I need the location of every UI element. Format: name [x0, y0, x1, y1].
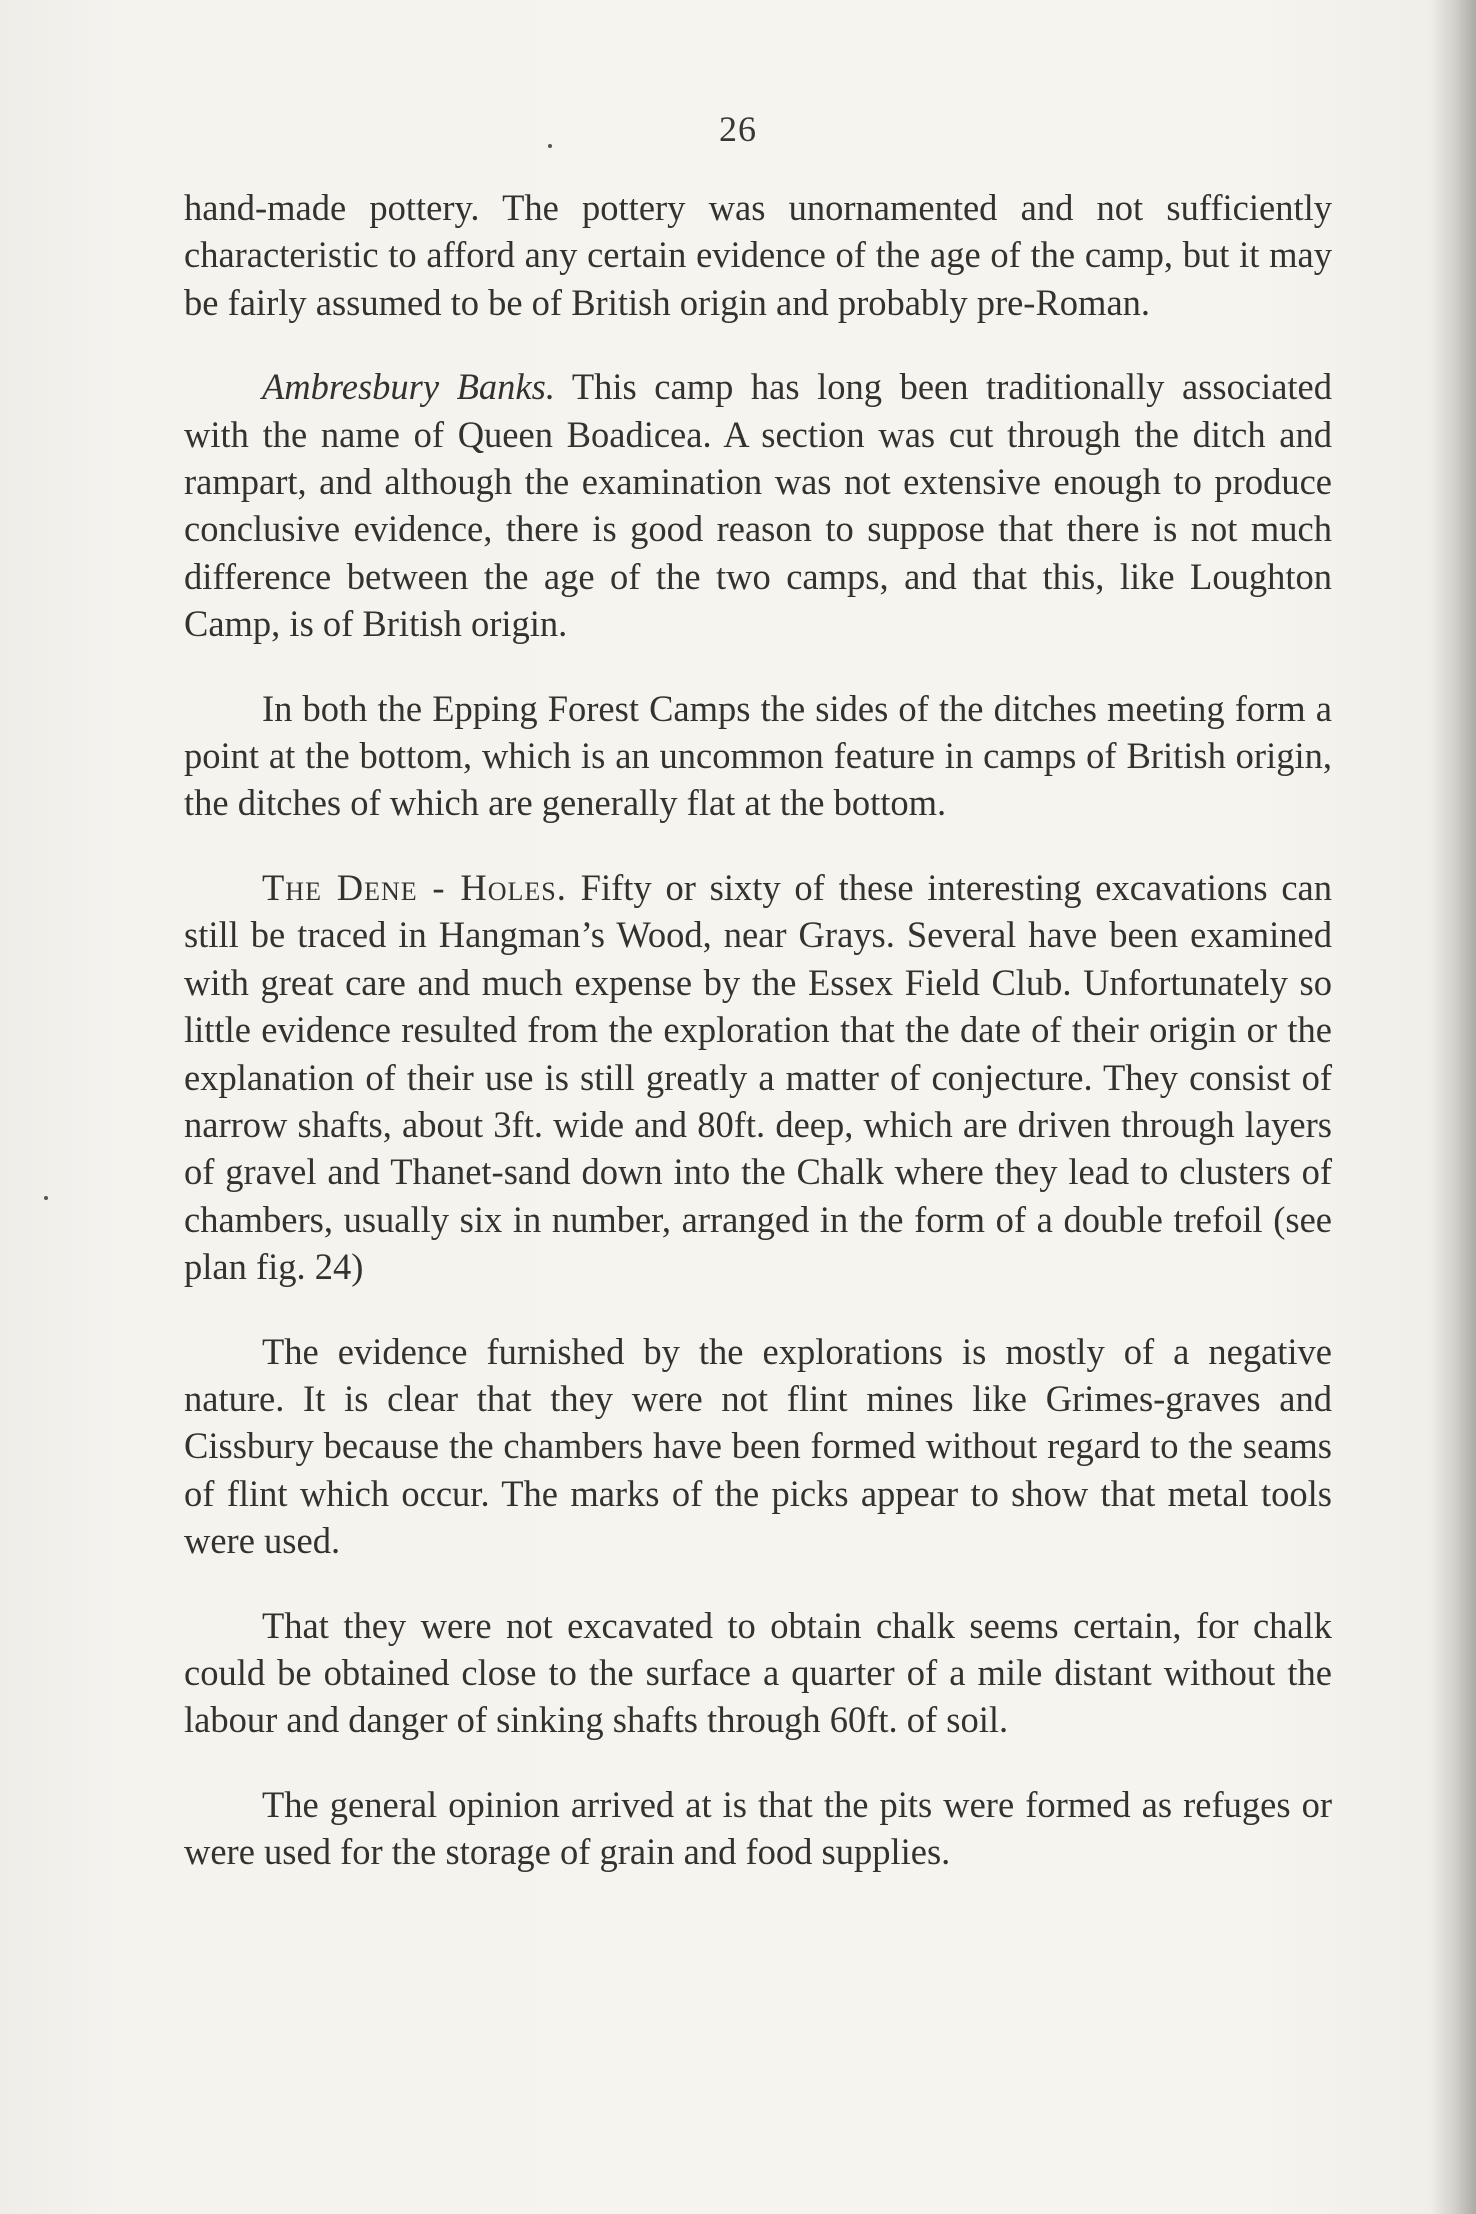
- paragraph-heading: The Dene - Holes.: [262, 866, 567, 908]
- paragraph-text: The general opinion arrived at is that the pits were formed as refuges or were used for the storage of grain and food supplies.: [184, 1783, 1332, 1873]
- paragraph-pottery: [184, 184, 1332, 326]
- paragraph-epping-forest-camps: [184, 685, 1332, 827]
- paragraph-text: The evidence furnished by the explorations is mostly of a negative nature. It is clear that they were not flint mines like Grimes-graves and Cissbury because the chambers have been formed without regard to the seams of flint which occur. The marks of the picks appear to show that metal tools were used.: [184, 1330, 1332, 1562]
- paragraph-chalk: [184, 1602, 1332, 1744]
- stray-mark: [44, 1196, 48, 1200]
- page-gutter-shadow: [1430, 0, 1476, 2214]
- paragraph-text: That they were not excavated to obtain chalk seems certain, for chalk could be obtained close to the surface a quarter of a mile distant without the labour and danger of sinking shafts through 60ft. of soil.: [184, 1604, 1332, 1741]
- paragraph-general-opinion: [184, 1781, 1332, 1876]
- paragraph-ambresbury-banks: [184, 363, 1332, 647]
- paragraph-dene-holes: [184, 864, 1332, 1291]
- page-number: 26: [719, 109, 757, 149]
- paragraph-text: This camp has long been traditionally associated with the name of Queen Boadicea. A section was cut through the ditch and rampart, and although the examination was not extensive enough to produce conclusive evidence, there is good reason to suppose that there is not much difference between the age of the two camps, and that this, like Loughton Camp, is of British origin.: [184, 366, 1332, 645]
- body-text: [184, 184, 1332, 1876]
- paragraph-text: hand-made pottery. The pottery was unornamented and not sufficiently characteristic to afford any certain evidence of the age of the camp, but it may be fairly assumed to be of British origin and probably pre-Roman.: [184, 187, 1332, 323]
- paragraph-heading: Ambresbury Banks.: [262, 366, 555, 408]
- paragraph-text: In both the Epping Forest Camps the sides of the ditches meeting form a point at the bottom, which is an uncommon feature in camps of British origin, the ditches of which are generally flat at the bottom.: [184, 687, 1332, 824]
- paragraph-text: Fifty or sixty of these interesting excavations can still be traced in Hangman’s Wood, near Grays. Several have been examined with great care and much expense by the Essex Field Club. Unfortunately so little evidence resulted from the exploration that the date of their origin or the explanation of their use is still greatly a matter of conjecture. They consist of narrow shafts, about 3ft. wide and 80ft. deep, which are driven through layers of gravel and Thanet-sand down into the Chalk where they lead to clusters of chambers, usually six in number, arranged in the form of a double trefoil (see plan fig. 24): [184, 866, 1332, 1288]
- paragraph-evidence: [184, 1328, 1332, 1565]
